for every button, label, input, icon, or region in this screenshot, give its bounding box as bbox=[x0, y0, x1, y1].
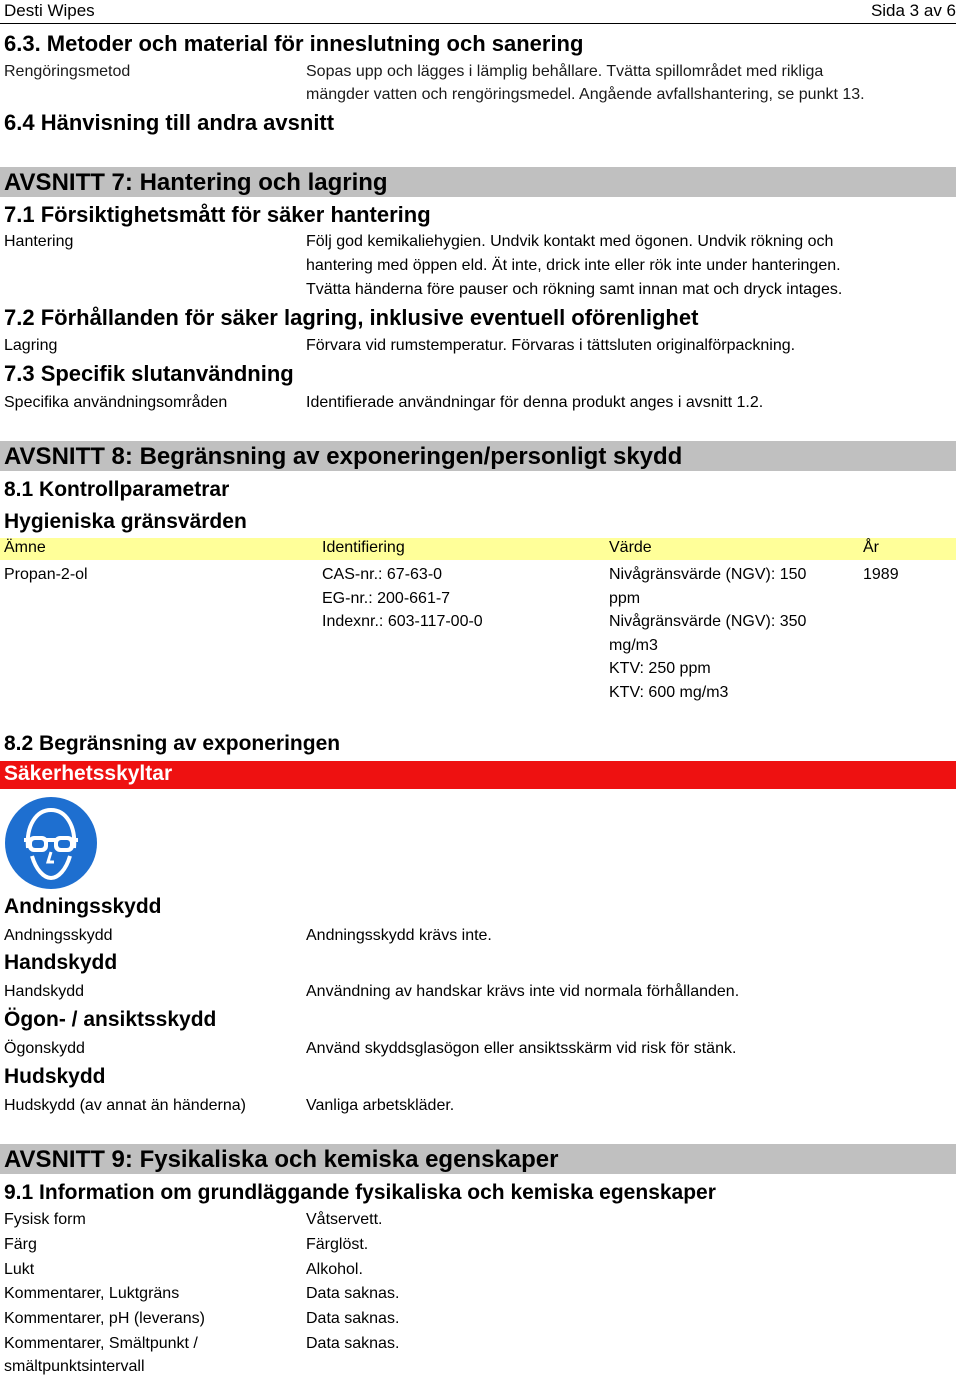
section-8-bar bbox=[0, 441, 956, 471]
prop-odor-value: Alkohol. bbox=[306, 1261, 363, 1278]
hand-label: Handskydd bbox=[4, 983, 85, 1000]
section-9-bar bbox=[0, 1144, 956, 1174]
table-id-cas: CAS-nr.: 67-63-0 bbox=[322, 566, 443, 583]
section-9-1-heading: 9.1 Information om grundläggande fysikaliska och kemiska egenskaper bbox=[4, 1181, 716, 1204]
prop-form-label: Fysisk form bbox=[4, 1211, 86, 1228]
skin-text: Vanliga arbetskläder. bbox=[306, 1097, 455, 1114]
table-value-6: KTV: 600 mg/m3 bbox=[609, 684, 729, 701]
section-7-2-heading: 7.2 Förhållanden för säker lagring, inklusive eventuell oförenlighet bbox=[4, 305, 699, 330]
header-divider bbox=[0, 23, 956, 24]
prop-melting-value: Data saknas. bbox=[306, 1335, 400, 1352]
col-substance: Ämne bbox=[4, 539, 46, 556]
table-value-1: Nivågränsvärde (NGV): 150 bbox=[609, 566, 807, 583]
hygienic-limits-heading: Hygieniska gränsvärden bbox=[4, 510, 247, 533]
table-value-2: ppm bbox=[609, 590, 641, 607]
safety-signs-title: Säkerhetsskyltar bbox=[4, 762, 173, 785]
hand-text: Användning av handskar krävs inte vid normala förhållanden. bbox=[306, 983, 740, 1000]
cleaning-method-line-2: mängder vatten och rengöringsmedel. Angående avfallshantering, se punkt 13. bbox=[306, 86, 865, 103]
prop-odor-threshold-value: Data saknas. bbox=[306, 1285, 400, 1302]
col-value: Värde bbox=[609, 539, 652, 556]
eye-label: Ögonskydd bbox=[4, 1040, 85, 1057]
table-value-3: Nivågränsvärde (NGV): 350 bbox=[609, 613, 807, 630]
eye-face-heading: Ögon- / ansiktsskydd bbox=[4, 1008, 217, 1031]
prop-ph-value: Data saknas. bbox=[306, 1310, 400, 1327]
respiratory-label: Andningsskydd bbox=[4, 927, 113, 944]
col-identification: Identifiering bbox=[322, 539, 405, 556]
table-year: 1989 bbox=[863, 566, 899, 583]
section-7-title: AVSNITT 7: Hantering och lagring bbox=[4, 169, 388, 196]
table-value-5: KTV: 250 ppm bbox=[609, 660, 711, 677]
storage-label: Lagring bbox=[4, 337, 58, 354]
section-8-title: AVSNITT 8: Begränsning av exponeringen/personligt skydd bbox=[4, 443, 683, 470]
cleaning-method-line-1: Sopas upp och lägges i lämplig behållare. Tvätta spillområdet med rikliga bbox=[306, 63, 824, 80]
prop-odor-threshold-label: Kommentarer, Luktgräns bbox=[4, 1285, 180, 1302]
safety-signs-bar bbox=[0, 761, 956, 789]
prop-form-value: Våtservett. bbox=[306, 1211, 383, 1228]
handling-line-1: Följ god kemikaliehygien. Undvik kontakt med ögonen. Undvik rökning och bbox=[306, 233, 834, 250]
prop-ph-label: Kommentarer, pH (leverans) bbox=[4, 1310, 205, 1327]
cleaning-method-label: Rengöringsmetod bbox=[4, 63, 131, 80]
prop-odor-label: Lukt bbox=[4, 1261, 35, 1278]
respiratory-text: Andningsskydd krävs inte. bbox=[306, 927, 492, 944]
handling-label: Hantering bbox=[4, 233, 74, 250]
section-8-2-heading: 8.2 Begränsning av exponeringen bbox=[4, 732, 341, 755]
prop-melting-label-2: smältpunktsintervall bbox=[4, 1358, 145, 1375]
col-year: År bbox=[863, 539, 879, 556]
section-9-title: AVSNITT 9: Fysikaliska och kemiska egenskaper bbox=[4, 1146, 559, 1173]
table-id-eg: EG-nr.: 200-661-7 bbox=[322, 590, 451, 607]
skin-heading: Hudskydd bbox=[4, 1065, 106, 1088]
specific-uses-label: Specifika användningsområden bbox=[4, 394, 228, 411]
handling-line-2: hantering med öppen eld. Ät inte, drick inte eller rök inte under hanteringen. bbox=[306, 257, 841, 274]
section-6-3-heading: 6.3. Metoder och material för inneslutning och sanering bbox=[4, 31, 584, 56]
table-substance: Propan-2-ol bbox=[4, 566, 88, 583]
section-7-bar bbox=[0, 167, 956, 197]
section-8-1-heading: 8.1 Kontrollparametrar bbox=[4, 478, 230, 501]
prop-color-label: Färg bbox=[4, 1236, 37, 1253]
page-number: Sida 3 av 6 bbox=[870, 1, 956, 20]
eye-text: Använd skyddsglasögon eller ansiktsskärm vid risk för stänk. bbox=[306, 1040, 737, 1057]
section-7-1-heading: 7.1 Försiktighetsmått för säker hantering bbox=[4, 202, 431, 227]
storage-text: Förvara vid rumstemperatur. Förvaras i tättsluten originalförpackning. bbox=[306, 337, 796, 354]
table-value-4: mg/m3 bbox=[609, 637, 658, 654]
respiratory-heading: Andningsskydd bbox=[4, 895, 162, 918]
section-7-3-heading: 7.3 Specifik slutanvändning bbox=[4, 361, 294, 386]
skin-label: Hudskydd (av annat än händerna) bbox=[4, 1097, 246, 1114]
document-title: Desti Wipes bbox=[4, 1, 95, 20]
specific-uses-text: Identifierade användningar för denna produkt anges i avsnitt 1.2. bbox=[306, 394, 764, 411]
limits-table-header bbox=[0, 538, 956, 560]
handling-line-3: Tvätta händerna före pauser och rökning samt innan mat och dryck intages. bbox=[306, 281, 843, 298]
hand-heading: Handskydd bbox=[4, 951, 118, 974]
section-6-4-heading: 6.4 Hänvisning till andra avsnitt bbox=[4, 110, 335, 135]
prop-melting-label: Kommentarer, Smältpunkt / bbox=[4, 1335, 198, 1352]
eye-protection-sign-icon bbox=[4, 796, 98, 890]
table-id-index: Indexnr.: 603-117-00-0 bbox=[322, 613, 483, 630]
prop-color-value: Färglöst. bbox=[306, 1236, 369, 1253]
